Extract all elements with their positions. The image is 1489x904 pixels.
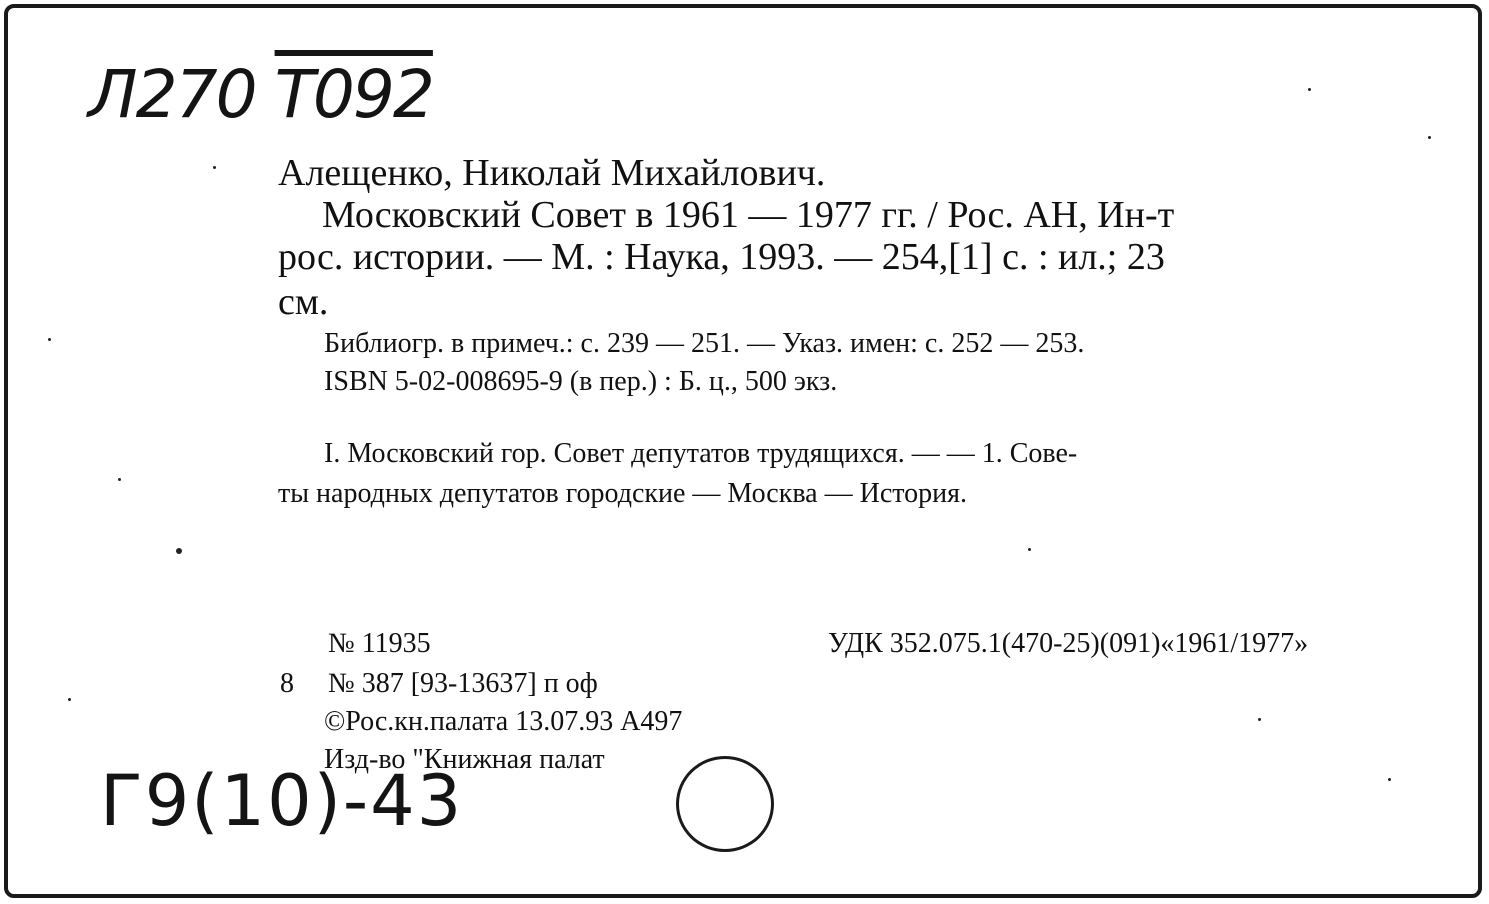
subject-line-1: I. Московский гор. Совет депутатов трудящихся. — — 1. Сове- [324, 438, 1078, 469]
catalog-card [4, 4, 1482, 898]
speck [213, 166, 216, 169]
speck [1308, 88, 1311, 91]
author-heading: Алещенко, Николай Михайлович. [278, 152, 826, 194]
publisher-line: Изд-во "Книжная палат [324, 744, 605, 775]
bibliography-note: Библиогр. в примеч.: с. 239 — 251. — Указ. имен: с. 252 — 253. [324, 328, 1085, 359]
call-number-handwritten [88, 56, 433, 133]
subject-line-2: ты народных депутатов городские — Москва — История. [278, 478, 967, 509]
udk-classification: УДК 352.075.1(470-25)(091)«1961/1977» [828, 628, 1309, 659]
speck [48, 338, 51, 341]
card-count: 8 [280, 668, 294, 699]
speck [68, 698, 71, 701]
speck [176, 548, 182, 554]
order-number: № 387 [93-13637] п оф [328, 668, 598, 699]
round-stamp [676, 756, 774, 852]
title-line-2: рос. истории. — М. : Наука, 1993. — 254,[1] с. : ил.; 23 [278, 236, 1165, 278]
speck [1388, 778, 1391, 781]
title-line-1: Московский Совет в 1961 — 1977 гг. / Рос. АН, Ин-т [322, 194, 1175, 236]
speck [118, 478, 121, 481]
shelf-mark-handwritten: Г9(10)-43 [100, 760, 464, 842]
speck [1428, 136, 1431, 139]
speck [1258, 718, 1261, 721]
speck [1028, 548, 1031, 551]
call-number-prefix: Л270 [88, 56, 256, 133]
copyright-line: ©Рос.кн.палата 13.07.93 А497 [324, 706, 683, 737]
record-number: № 11935 [328, 628, 431, 659]
call-number-suffix: Т092 [274, 56, 433, 133]
isbn-note: ISBN 5-02-008695-9 (в пер.) : Б. ц., 500 экз. [324, 366, 838, 397]
title-line-3: см. [278, 281, 329, 323]
